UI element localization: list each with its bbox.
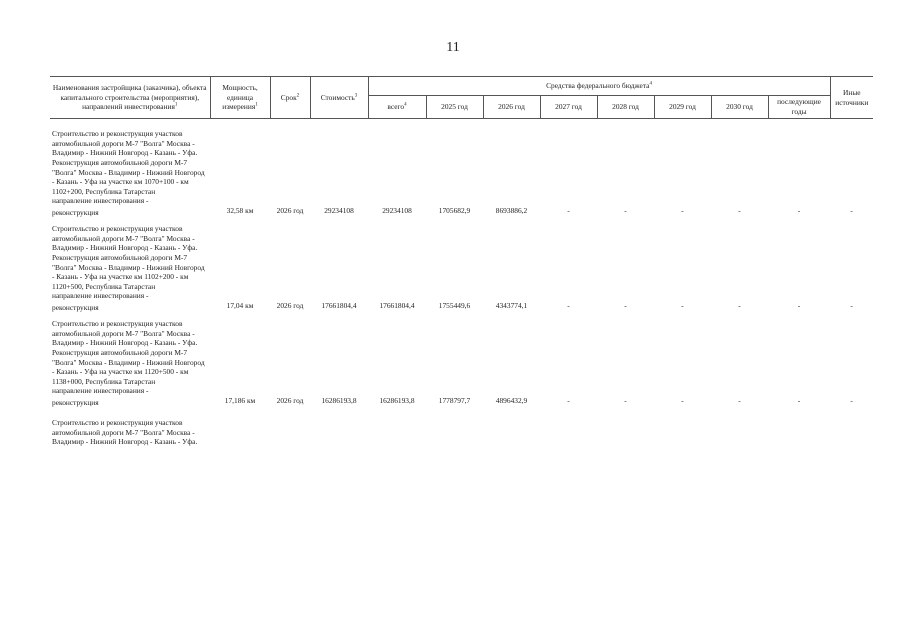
year-2028-cell: - — [624, 301, 627, 310]
direction-label: направление инвестирования - — [52, 196, 149, 206]
year-2025-cell: 1755449,6 — [438, 301, 471, 310]
term-cell: 2026 год — [276, 396, 304, 405]
table-row — [50, 206, 873, 224]
header-year-2029: 2029 год — [654, 96, 711, 119]
total-cell: 16286193,8 — [379, 396, 415, 405]
year-2027-cell: - — [567, 396, 570, 405]
object-description-row — [50, 224, 873, 291]
page-number: 11 — [446, 40, 460, 55]
year-2025-cell: 1705682,9 — [438, 206, 471, 215]
header-capacity: Мощность, единица измерения$^1$ — [210, 77, 270, 119]
year-2030-cell: - — [738, 301, 741, 310]
year-2025-cell: 1778797,7 — [438, 396, 471, 405]
year-2026-cell: 4896432,9 — [495, 396, 528, 405]
later-years-cell: - — [797, 206, 801, 215]
year-2030-cell: - — [738, 396, 741, 405]
direction-label: направление инвестирования - — [52, 386, 149, 396]
other-sources-cell: - — [850, 301, 853, 310]
header-federal-budget: Средства федерального бюджета$^4$ — [368, 77, 830, 96]
header-year-2028: 2028 год — [597, 96, 654, 119]
budget-table — [50, 76, 873, 447]
direction-value: реконструкция — [52, 208, 99, 217]
capacity-cell: 17,186 км — [224, 396, 256, 405]
year-2027-cell: - — [567, 206, 570, 215]
header-year-2030: 2030 год — [711, 96, 768, 119]
term-cell: 2026 год — [276, 206, 304, 215]
header-year-2026: 2026 год — [483, 96, 540, 119]
direction-label-row — [50, 386, 873, 396]
direction-label-row — [50, 196, 873, 206]
header-name: Наименования застройщика (заказчика), объекта капитального строительства (мероприятия), направлений инвестирования$^1$ — [50, 77, 210, 119]
other-sources-cell: - — [850, 206, 853, 215]
direction-value: реконструкция — [52, 303, 99, 312]
total-cell: 17661804,4 — [379, 301, 415, 310]
cost-cell: 16286193,8 — [321, 396, 357, 405]
cost-cell: 17661804,4 — [321, 301, 357, 310]
direction-label-row — [50, 291, 873, 301]
table-row — [50, 396, 873, 414]
year-2029-cell: - — [681, 301, 684, 310]
table-row — [50, 301, 873, 319]
header-later-years: последующие годы — [768, 96, 830, 119]
header-total: всего$^4$ — [368, 96, 426, 119]
year-2029-cell: - — [681, 206, 684, 215]
year-2029-cell: - — [681, 396, 684, 405]
year-2028-cell: - — [624, 396, 627, 405]
year-2028-cell: - — [624, 206, 627, 215]
later-years-cell: - — [797, 301, 801, 310]
other-sources-cell: - — [850, 396, 853, 405]
object-description: Строительство и реконструкция участков автомобильной дороги М-7 "Волга" Москва - Владимир - Нижний Новгород - Казань - Уфа. Реконструкция автомобильной дороги М-7 "Волга" Москва - Владимир - Нижний Новгород - Казань - Уфа на участке км 1102+200 - км 1120+500, Республика Татарстан — [52, 224, 205, 291]
header-term: Срок$^2$ — [270, 77, 310, 119]
year-2030-cell: - — [738, 206, 741, 215]
year-2027-cell: - — [567, 301, 570, 310]
object-description-row — [50, 414, 873, 447]
capacity-cell: 32,58 км — [226, 206, 254, 215]
object-description: Строительство и реконструкция участков автомобильной дороги М-7 "Волга" Москва - Владимир - Нижний Новгород - Казань - Уфа. Реконструкция автомобильной дороги М-7 "Волга" Москва - Владимир - Нижний Новгород - Казань - Уфа на участке км 1070+100 - км 1102+200, Республика Татарстан — [52, 129, 205, 196]
direction-value: реконструкция — [52, 398, 99, 407]
direction-label: направление инвестирования - — [52, 291, 149, 301]
total-cell: 29234108 — [382, 206, 412, 215]
header-year-2027: 2027 год — [540, 96, 597, 119]
year-2026-cell: 4343774,1 — [495, 301, 528, 310]
object-description-row — [50, 319, 873, 386]
object-description: Строительство и реконструкция участков автомобильной дороги М-7 "Волга" Москва - Владимир - Нижний Новгород - Казань - Уфа. Реконструкция автомобильной дороги М-7 "Волга" Москва - Владимир - Нижний Новгород - Казань - Уфа на участке км 1120+500 - км 1138+000, Республика Татарстан — [52, 319, 205, 386]
header-other-sources: Иные источники — [830, 77, 873, 119]
term-cell: 2026 год — [276, 301, 304, 310]
object-description-row — [50, 129, 873, 196]
object-description: Строительство и реконструкция участков автомобильной дороги М-7 "Волга" Москва - Владимир - Нижний Новгород - Казань - Уфа. — [52, 418, 198, 447]
capacity-cell: 17,04 км — [226, 301, 254, 310]
cost-cell: 29234108 — [324, 206, 354, 215]
later-years-cell: - — [797, 396, 801, 405]
year-2026-cell: 8693886,2 — [495, 206, 528, 215]
header-cost: Стоимость$^3$ — [310, 77, 368, 119]
table-header — [50, 77, 873, 119]
header-year-2025: 2025 год — [426, 96, 483, 119]
